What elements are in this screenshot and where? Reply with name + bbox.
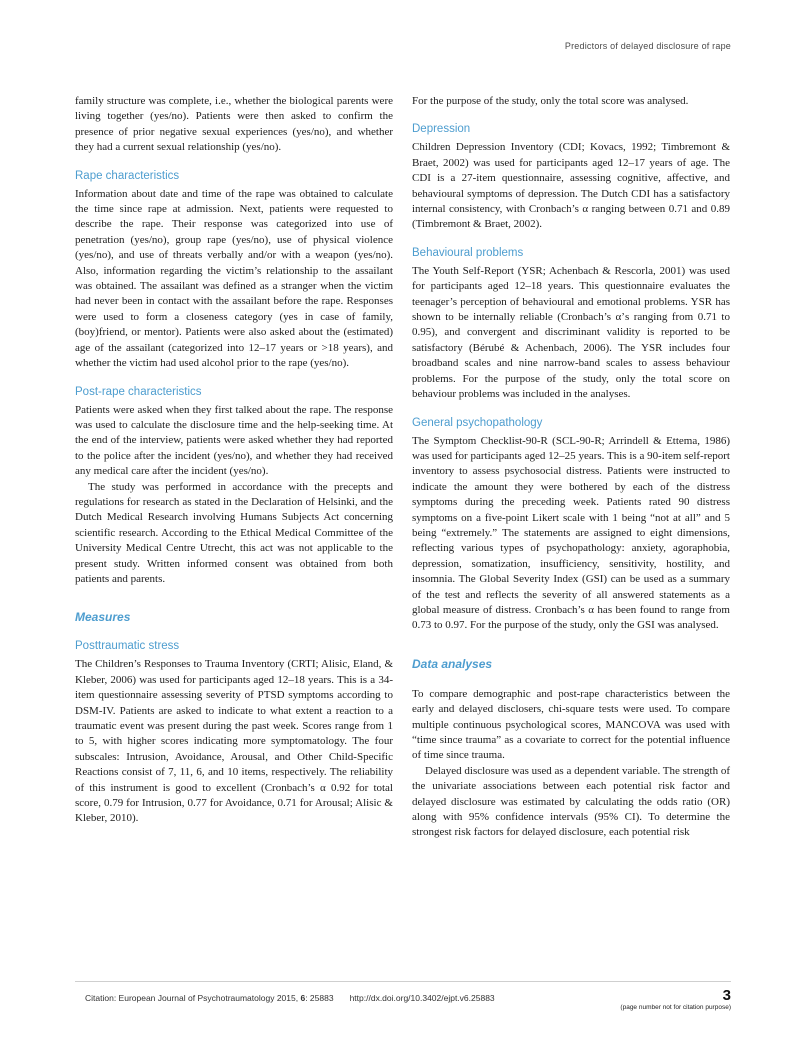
subheading-post-rape-characteristics: Post-rape characteristics	[75, 385, 202, 398]
paragraph-ethics: The study was performed in accordance with the precepts and regulations for research as stated in the Declaration of Helsinki, and the Dutch Medical Research involving Humans Subjects Act concerning scientific research. According to the Ethical Medical Committee of the University Medical Centre Utrecht, this act was not applicable to the present study. Written informed consent was obtained from both patients and parents.	[75, 480, 393, 585]
paragraph-posttraumatic-stress: The Children’s Responses to Trauma Inventory (CRTI; Alisic, Eland, & Kleber, 2006) was used for participants aged 12–18 years. This is a 34-item questionnaire assessing severity of PTSD symptoms according to DSM-IV. Patients are asked to indicate to what extent a reaction to a traumatic event was present during the past week. Scores range from 1 to 5, with higher scores indicating more symptomatology. The four subscales: Intrusion, Avoidance, Arousal, and Other Child-Specific Reactions consist of 7, 11, 6, and 10 items, respectively. The reliability of this instrument is good to excellent (Cronbach’s α 0.92 for total score, 0.79 for Intrusion, 0.77 for Avoidance, 0.71 for Arousal; Alisic & Kleber, 2010).	[75, 658, 393, 825]
paragraph-delayed-disclosure: Delayed disclosure was used as a dependent variable. The strength of the univariate associations between each potential risk factor and delayed disclosure was estimated by calculating the odds ratio (OR) along with 95% confidence intervals (95% CI). To determine the strongest risk factors for delayed disclosure, each potential risk	[412, 764, 730, 839]
paragraph-general-psychopathology: The Symptom Checklist-90-R (SCL-90-R; Arrindell & Ettema, 1986) was used for participants aged 12–25 years. This is a 90-item self-report inventory to assess psychosocial distress. Patients were instructed to indicate the amount they were bothered by each of the distress symptoms during the preceding week. Patients rated 90 distress symptoms on a five-point Likert scale with 1 being “not at all” and 5 being “extremely.” The statements are assigned to eight dimensions, reflecting various types of psychopathology: anxiety, agoraphobia, depression, somatization, insufficiency, sensitivity, hostility, and insomnia. The Global Severity Index (GSI) can be used as a summary of the test and reflects the severity of all answered statements as a global measure of distress. Cronbach’s α has been found to range from 0.73 to 0.97. For the purpose of the study, only the GSI was analysed.	[412, 434, 730, 632]
citation-issue: : 25883	[305, 993, 334, 1003]
heading-measures: Measures	[75, 610, 131, 625]
page-number-note: (page number not for citation purpose)	[620, 1004, 731, 1011]
subheading-posttraumatic-stress: Posttraumatic stress	[75, 640, 180, 653]
paragraph-data-analyses: To compare demographic and post-rape characteristics between the early and delayed disclosers, chi-square tests were used. To compare multiple continuous psychological scores, MANCOVA was used with “time since trauma” as a covariate to correct for the potential influence of time since trauma.	[412, 687, 730, 762]
left-column	[75, 94, 393, 841]
paragraph-family-structure: family structure was complete, i.e., whether the biological parents were living together (yes/no). Patients were then asked to confirm the presence of prior negative sexual experiences (yes/no), and whether they had a current sexual relationship (yes/no).	[75, 95, 393, 154]
citation-line	[75, 989, 495, 1003]
page-footer	[75, 981, 731, 1011]
paragraph-depression: Children Depression Inventory (CDI; Kovacs, 1992; Timbremont & Braet, 2002) was used for participants aged 12–17 years of age. The CDI is a 27-item questionnaire, assessing cognitive, affective, and behavioural symptoms of depression. The Dutch CDI has a satisfactory internal consistency, with Cronbach’s α ranging between 0.71 and 0.89 (Timbremont & Braet, 2002).	[412, 141, 730, 231]
paragraph-rape-characteristics: Information about date and time of the rape was obtained to calculate the time since rape at admission. Next, patients were requested to describe the rape. Their response was categorized into use of penetration (yes/no), group rape (yes/no), use of physical violence (yes/no), and use of threats verbally and/or with a weapon (yes/no). Also, information regarding the victim’s relationship to the assailant was obtained. The assailant was defined as a stranger when the victim had never been in contact with the assailant before the rape. Responses were used to form a closeness category (yes in case of family, (boy)friend, or mentor). Patients were also asked about the (estimated) age of the assailant (categorized into 12–17 years or >18 years), and whether the victim had used alcohol prior to the rape (yes/no).	[75, 187, 393, 370]
subheading-rape-characteristics: Rape characteristics	[75, 169, 180, 182]
paragraph-total-score: For the purpose of the study, only the total score was analysed.	[412, 95, 689, 107]
running-head: Predictors of delayed disclosure of rape	[564, 41, 731, 51]
two-column-body	[75, 94, 731, 841]
subheading-depression: Depression	[412, 123, 471, 136]
paragraph-post-rape-characteristics: Patients were asked when they first talked about the rape. The response was used to calculate the disclosure time and the help-seeking time. At the end of the interview, patients were asked whether they had reported to the police after the incident (yes/no), and whether they had received any medical care after the incident (yes/no).	[75, 403, 393, 478]
paragraph-behavioural-problems: The Youth Self-Report (YSR; Achenbach & Rescorla, 2001) was used for participants aged 12–18 years. This questionnaire evaluates the teenager’s perception of behavioural and emotional problems. YSR has shown to be internally reliable (Cronbach’s α’s ranging from 0.71 to 0.95), and convergent and discriminant validity is reported to be satisfactory (Bérubé & Achenbach, 2006). The YSR includes four broadband scales and nine narrow-band scales to assess behaviour problems. For the purpose of the study, only the total score on behaviour problems was included in the analyses.	[412, 264, 730, 401]
citation-volume: 6	[300, 993, 306, 1003]
subheading-general-psychopathology: General psychopathology	[412, 416, 543, 429]
subheading-behavioural-problems: Behavioural problems	[412, 246, 524, 259]
page-number-block	[620, 989, 731, 1011]
right-column	[412, 94, 730, 841]
citation-text: Citation: European Journal of Psychotraumatology 2015,	[85, 993, 301, 1003]
doi-link[interactable]: http://dx.doi.org/10.3402/ejpt.v6.25883	[349, 993, 495, 1003]
page-number: 3	[722, 987, 731, 1004]
footer-divider	[75, 981, 731, 982]
heading-data-analyses: Data analyses	[412, 656, 493, 671]
